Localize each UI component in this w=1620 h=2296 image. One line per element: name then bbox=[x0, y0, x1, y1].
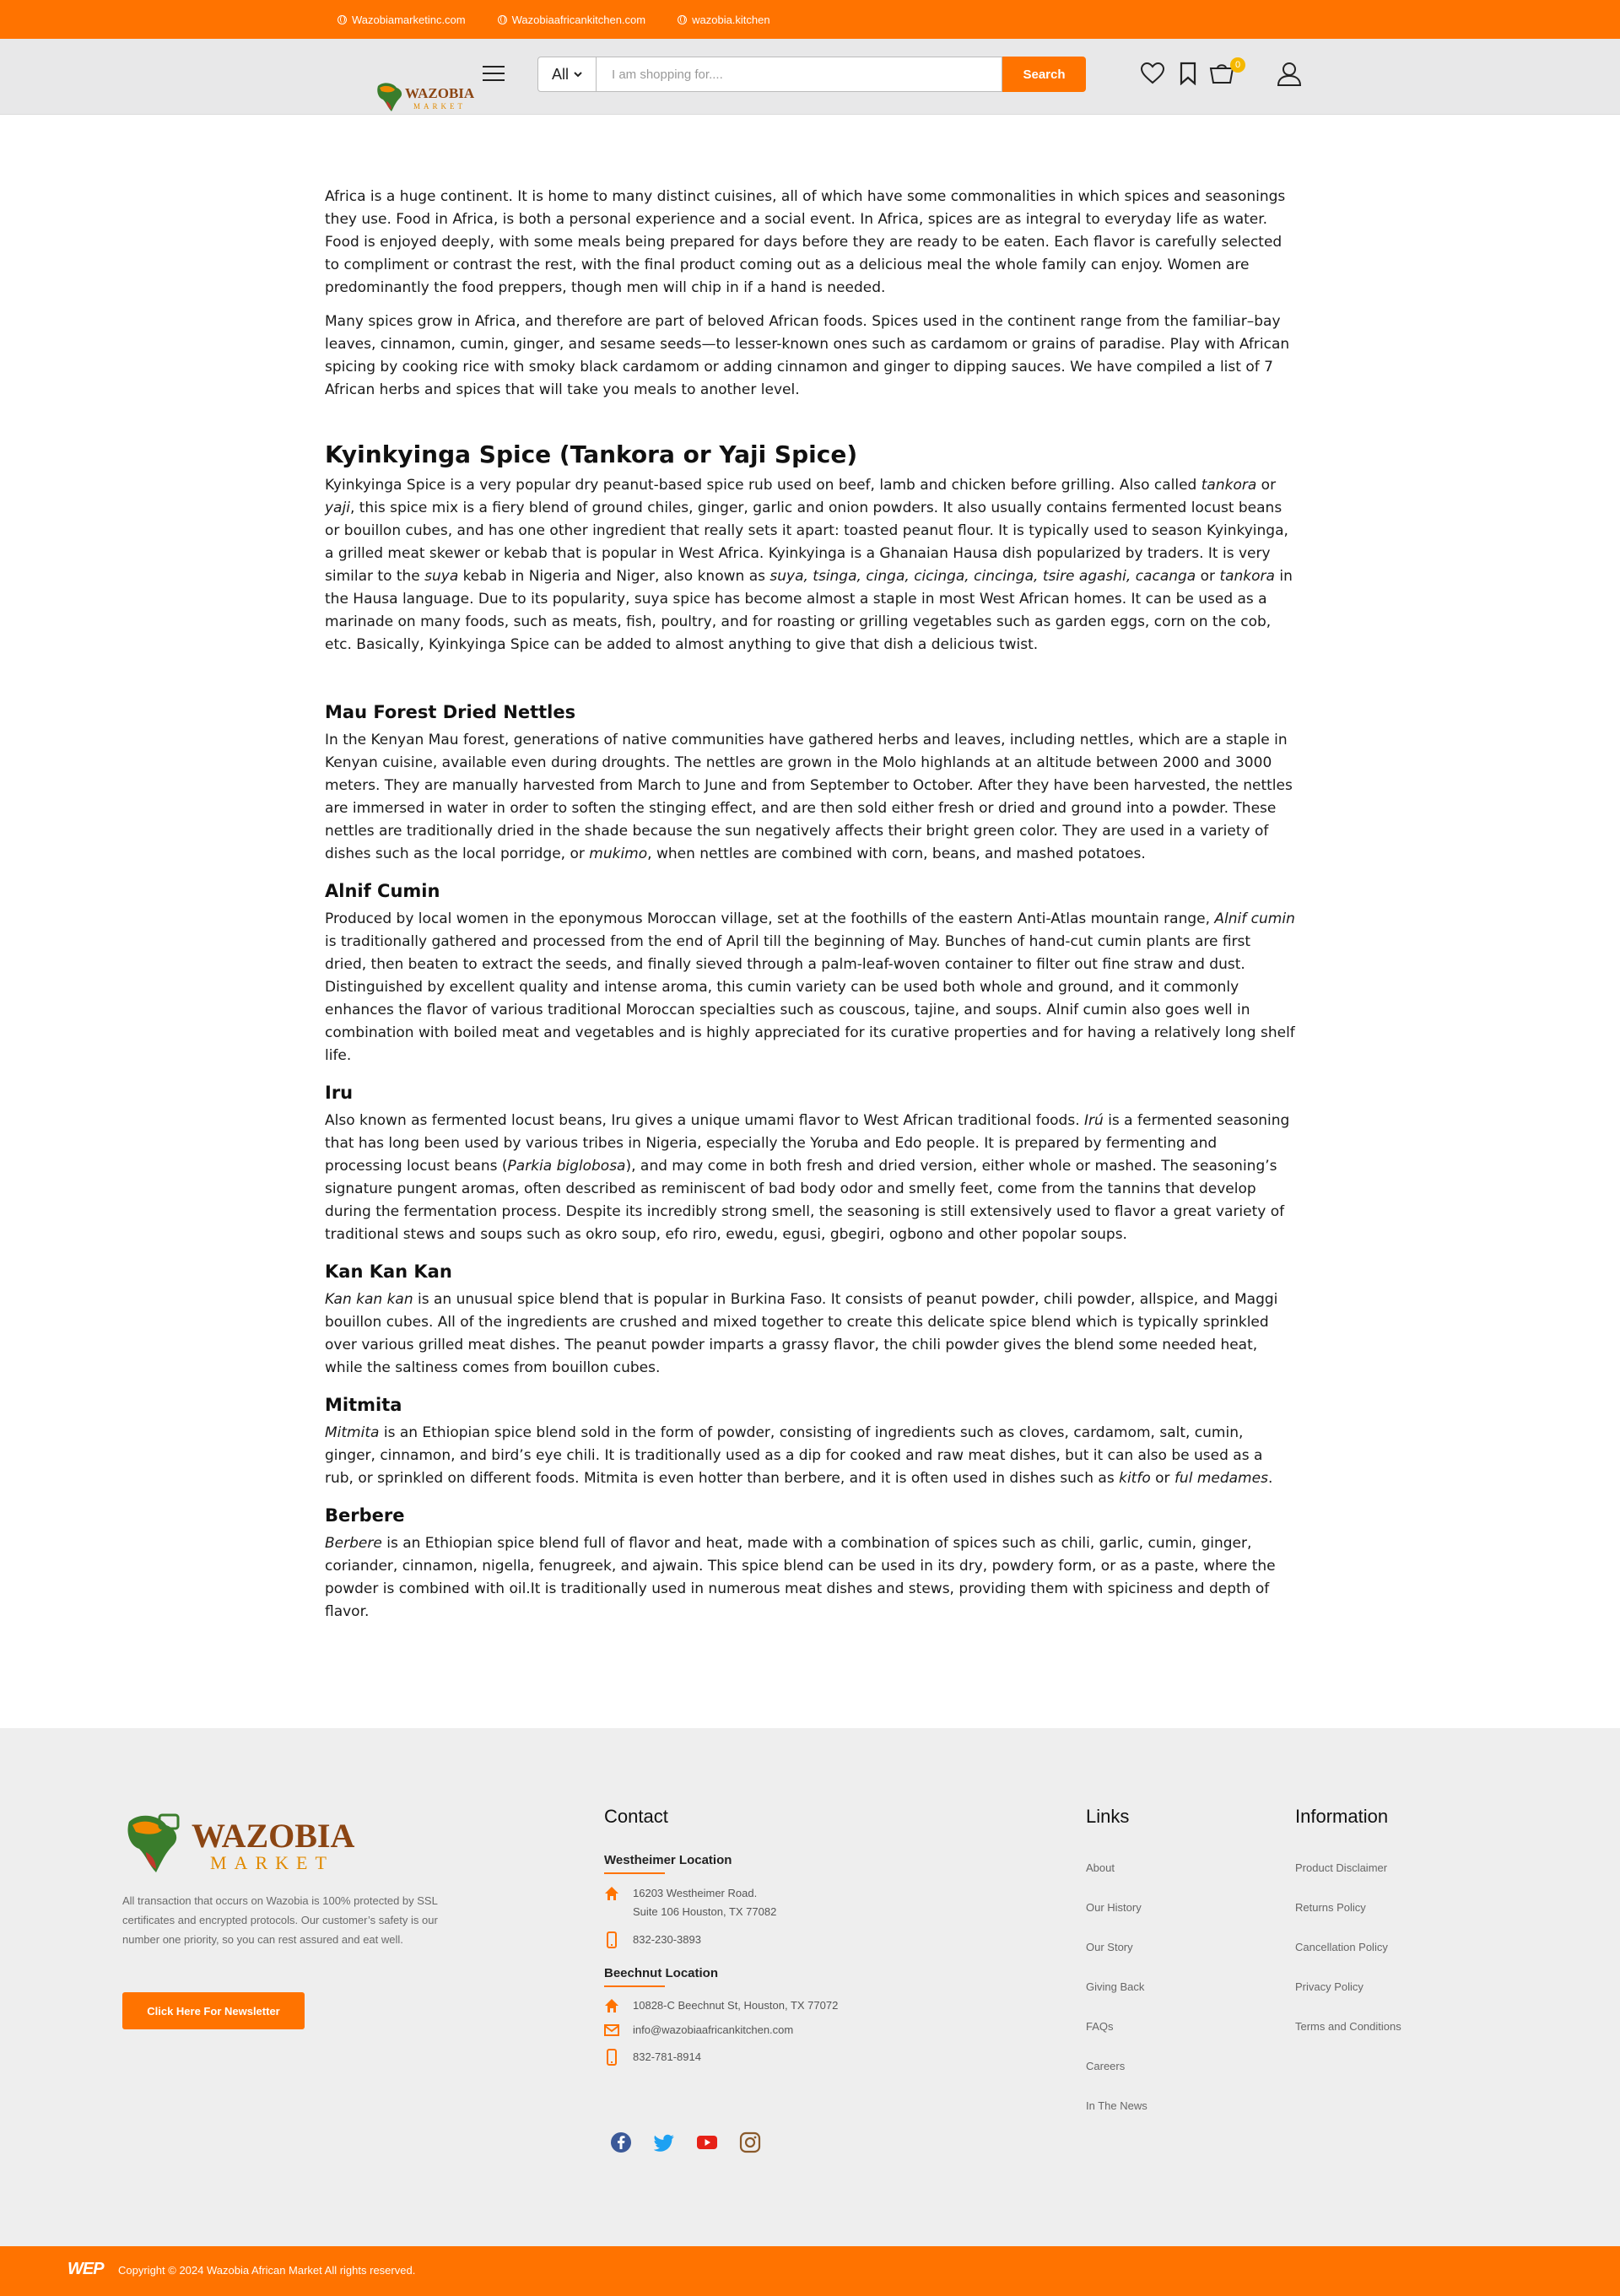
svg-text:MARKET: MARKET bbox=[413, 102, 466, 111]
developer-logo[interactable]: WEP bbox=[68, 2260, 104, 2278]
intro-paragraph: Many spices grow in Africa, and therefore are part of beloved African foods. Spices used in the continent range from the familiar–bay leaves, cinnamon, cumin, ginger, and sesame seeds—to lesser-known ones such as cardamom or grains of paradise. Play with African spicing by cooking rice with smoky black cardamom or adding cinnamon and ginger to dipping sauces. We have compiled a list of 7 African herbs and spices that will take you meals to another level. bbox=[325, 313, 1290, 398]
phone-number: 832-781-8914 bbox=[633, 2050, 701, 2063]
beechnut-address bbox=[604, 1996, 838, 2015]
top-link-label: wazobia.kitchen bbox=[692, 13, 770, 26]
copyright-bar bbox=[0, 2246, 1620, 2296]
address-line: 16203 Westheimer Road. bbox=[633, 1887, 758, 1899]
category-value: All bbox=[551, 65, 569, 83]
section-title: Mau Forest Dried Nettles bbox=[325, 702, 576, 722]
search-bar bbox=[537, 57, 1086, 92]
cart-count-badge: 0 bbox=[1230, 57, 1245, 73]
email-row[interactable] bbox=[604, 2021, 793, 2039]
section-title: Alnif Cumin bbox=[325, 881, 440, 901]
svg-text:WAZOBIA: WAZOBIA bbox=[405, 85, 475, 101]
search-button[interactable]: Search bbox=[1002, 57, 1086, 92]
footer-link-our-history[interactable]: Our History bbox=[1086, 1901, 1142, 1914]
section-title: Kan Kan Kan bbox=[325, 1261, 452, 1282]
envelope-icon bbox=[604, 2022, 619, 2039]
email-address: info@wazobiaafricankitchen.com bbox=[633, 2023, 794, 2036]
chevron-down-icon bbox=[574, 72, 582, 78]
footer bbox=[0, 1728, 1620, 2247]
beechnut-title: Beechnut Location bbox=[604, 1966, 719, 1980]
westheimer-address bbox=[604, 1884, 776, 1921]
section-paragraph: In the Kenyan Mau forest, generations of native communities have gathered herbs and leaves, including nettles, which are a staple in Kenyan cuisine, available even during droughts. The nettles are grown in the Molo highlands at an altitude between 2000 and 3000 meters. They are manually harvested from March to June and from September to October. After they have been harvested, the nettles are immersed in water in order to soften the stinging effect, and are then sold either fresh or dried and ground into a powder. These nettles are traditionally dried in the shade because the sun negatively affects their bright green color. They are used in a variety of dishes such as the local porridge, or mukimo, when nettles are combined with corn, beans, and mashed potatoes. bbox=[325, 732, 1293, 862]
top-link-label: Wazobiaafricankitchen.com bbox=[511, 13, 646, 26]
address-line: Suite 106 Houston, TX 77082 bbox=[633, 1905, 777, 1918]
phone-icon bbox=[604, 1931, 619, 1948]
footer-link-about[interactable]: About bbox=[1086, 1861, 1115, 1874]
user-icon[interactable] bbox=[1277, 62, 1302, 87]
menu-icon[interactable] bbox=[483, 66, 505, 84]
globe-icon bbox=[338, 15, 347, 24]
top-link-label: Wazobiamarketinc.com bbox=[352, 13, 466, 26]
footer-link-giving-back[interactable]: Giving Back bbox=[1086, 1980, 1145, 1993]
footer-link-product-disclaimer[interactable]: Product Disclaimer bbox=[1295, 1861, 1388, 1874]
section-title: Mitmita bbox=[325, 1395, 402, 1415]
section-paragraph: Produced by local women in the eponymous Moroccan village, set at the foothills of the eastern Anti-Atlas mountain range, Alnif cumin is traditionally gathered and processed from the end of April till the beginning of May. Bunches of hand-cut cumin plants are first dried, then beaten to extract the seeds, and finally sieved through a palm-leaf-woven container to filter out fine straw and dust. Distinguished by excellent quality and intense aroma, this cumin variety can be used both whole and ground, and it commonly enhances the flavor of various traditional Moroccan specialties such as couscous, tajine, and soups. Alnif cumin also goes well in combination with boiled meat and vegetables and is highly appreciated for its curative properties and for having a relatively long shelf life. bbox=[325, 910, 1295, 1064]
facebook-icon[interactable] bbox=[610, 2131, 632, 2153]
copyright-text: Copyright © 2024 Wazobia African Market All rights reserved. bbox=[118, 2264, 416, 2277]
newsletter-button[interactable]: Click Here For Newsletter bbox=[122, 1992, 305, 2029]
footer-logo[interactable] bbox=[122, 1808, 375, 1876]
category-select[interactable] bbox=[537, 57, 597, 92]
contact-heading: Contact bbox=[604, 1806, 668, 1827]
address-line: 10828-C Beechnut St, Houston, TX 77072 bbox=[633, 1999, 839, 2012]
phone-number: 832-230-3893 bbox=[633, 1933, 701, 1946]
top-link-market[interactable] bbox=[338, 14, 466, 26]
section-title: Berbere bbox=[325, 1505, 405, 1526]
svg-text:MARKET: MARKET bbox=[210, 1852, 334, 1873]
footer-link-terms[interactable]: Terms and Conditions bbox=[1295, 2020, 1401, 2033]
footer-link-our-story[interactable]: Our Story bbox=[1086, 1941, 1133, 1953]
phone-icon bbox=[604, 2049, 619, 2066]
bookmark-icon[interactable] bbox=[1179, 62, 1197, 85]
footer-link-careers[interactable]: Careers bbox=[1086, 2060, 1126, 2072]
search-input[interactable]: I am shopping for.... bbox=[597, 57, 1002, 92]
home-icon bbox=[604, 1885, 619, 1902]
information-heading: Information bbox=[1295, 1806, 1389, 1827]
article bbox=[325, 186, 1295, 1634]
svg-text:WAZOBIA: WAZOBIA bbox=[192, 1817, 355, 1855]
footer-link-in-the-news[interactable]: In The News bbox=[1086, 2099, 1148, 2112]
section-paragraph: Mitmita is an Ethiopian spice blend sold in the form of powder, consisting of ingredients such as cloves, cardamom, salt, cumin, ginger, cinnamon, and bird’s eye chili. It is traditionally used as a dip for cooked and raw meat dishes, but it can also be used as a rub, or sprinkled on different foods. Mitmita is even hotter than berbere, and it is often used in dishes such as kitfo or ful medames. bbox=[325, 1424, 1273, 1487]
section-paragraph: Berbere is an Ethiopian spice blend full of flavor and heat, made with a combination of spices such as chili, garlic, cumin, ginger, coriander, cinnamon, nigella, fenugreek, and ajwain. This spice blend can be used in its dry, powdery form, or as a paste, where the powder is combined with oil.It is traditionally used in numerous meat dishes and stews, providing them with spiciness and depth of flavor. bbox=[325, 1535, 1276, 1620]
top-bar bbox=[0, 0, 1620, 39]
globe-icon bbox=[678, 15, 687, 24]
section-title: Kyinkyinga Spice (Tankora or Yaji Spice) bbox=[325, 440, 858, 468]
twitter-icon[interactable] bbox=[654, 2131, 676, 2153]
westheimer-title: Westheimer Location bbox=[604, 1853, 732, 1867]
links-heading: Links bbox=[1086, 1806, 1130, 1827]
youtube-icon[interactable] bbox=[696, 2131, 718, 2153]
home-icon bbox=[604, 1997, 619, 2014]
footer-link-cancellation-policy[interactable]: Cancellation Policy bbox=[1295, 1941, 1388, 1953]
westheimer-phone[interactable] bbox=[604, 1931, 701, 1949]
section-paragraph: Also known as fermented locust beans, Iru gives a unique umami flavor to West African traditional foods. Irú is a fermented seasoning that has long been used by various tribes in Nigeria, especially the Yoruba and Edo people. It is prepared by fermenting and processing locust beans (Parkia biglobosa), and may come in both fresh and dried version, either whole or mashed. The seasoning’s signature pungent aromas, often described as reminiscent of bad body odor and smelly feet, come from the tannins that develop during the fermentation process. Despite its incredibly strong smell, the seasoning is still extensively used to flavor a great variety of traditional stews and soups such as okro soup, efo riro, ewedu, egusi, gbegiri, ogbono and other popolar soups. bbox=[325, 1112, 1290, 1243]
top-links bbox=[338, 0, 770, 39]
section-title: Iru bbox=[325, 1083, 354, 1103]
top-link-kitchen[interactable] bbox=[498, 14, 645, 26]
top-link-wazobia-kitchen[interactable] bbox=[678, 14, 770, 26]
wazobia-logo[interactable] bbox=[375, 79, 489, 113]
footer-about-text: All transaction that occurs on Wazobia is 100% protected by SSL certificates and encrypted protocols. Our customer’s safety is our number one priority, so you can rest assured and eat well. bbox=[122, 1894, 438, 1946]
footer-link-privacy-policy[interactable]: Privacy Policy bbox=[1295, 1980, 1364, 1993]
instagram-icon[interactable] bbox=[739, 2131, 761, 2153]
footer-link-returns-policy[interactable]: Returns Policy bbox=[1295, 1901, 1366, 1914]
intro-paragraph: Africa is a huge continent. It is home to many distinct cuisines, all of which have some commonalities in which spices and seasonings they use. Food in Africa, is both a personal experience and a social event. In Africa, spices are as integral to everyday life as water. Food is enjoyed deeply, with some meals being prepared for days before they are ready to be eaten. Each flavor is carefully selected to compliment or contrast the rest, with the final product coming out as a delicious meal the whole family can enjoy. Women are predominantly the food preppers, though men will chip in if a hand is needed. bbox=[325, 188, 1286, 296]
section-paragraph: Kyinkyinga Spice is a very popular dry peanut-based spice rub used on beef, lamb and chicken before grilling. Also called tankora or yaji, this spice mix is a fiery blend of ground chiles, ginger, garlic and onion powders. It also usually contains fermented locust beans or bouillon cubes, and has one other ingredient that really sets it apart: toasted peanut flour. It is typically used to season Kyinkyinga, a grilled meat skewer or kebab that is popular in West Africa. Kyinkyinga is a Ghanaian Hausa dish popularized by traders. It is very similar to the suya kebab in Nigeria and Niger, also known as suya, tsinga, cinga, cicinga, cincinga, tsire agashi, cacanga or tankora in the Hausa language. Due to its popularity, suya spice has become almost a staple in most West African homes. It can be used as a marinade on many foods, such as meats, fish, poultry, and for roasting or grilling vegetables such as garden eggs, corn on the cob, etc. Basically, Kyinkyinga Spice can be added to almost anything to give that dish a delicious twist. bbox=[325, 477, 1293, 653]
header bbox=[0, 39, 1620, 115]
section-paragraph: Kan kan kan is an unusual spice blend that is popular in Burkina Faso. It consists of peanut powder, chili powder, allspice, and Maggi bouillon cubes. All of the ingredients are crushed and mixed together to create this delicate spice blend which is typically sprinkled over various grilled meat dishes. The peanut powder imparts a grassy flavor, the chili powder gives the blend some needed heat, while the saltiness comes from bouillon cubes. bbox=[325, 1291, 1278, 1376]
beechnut-phone[interactable] bbox=[604, 2048, 701, 2066]
heart-icon[interactable] bbox=[1140, 62, 1165, 85]
footer-link-faqs[interactable]: FAQs bbox=[1086, 2020, 1114, 2033]
globe-icon bbox=[498, 15, 507, 24]
